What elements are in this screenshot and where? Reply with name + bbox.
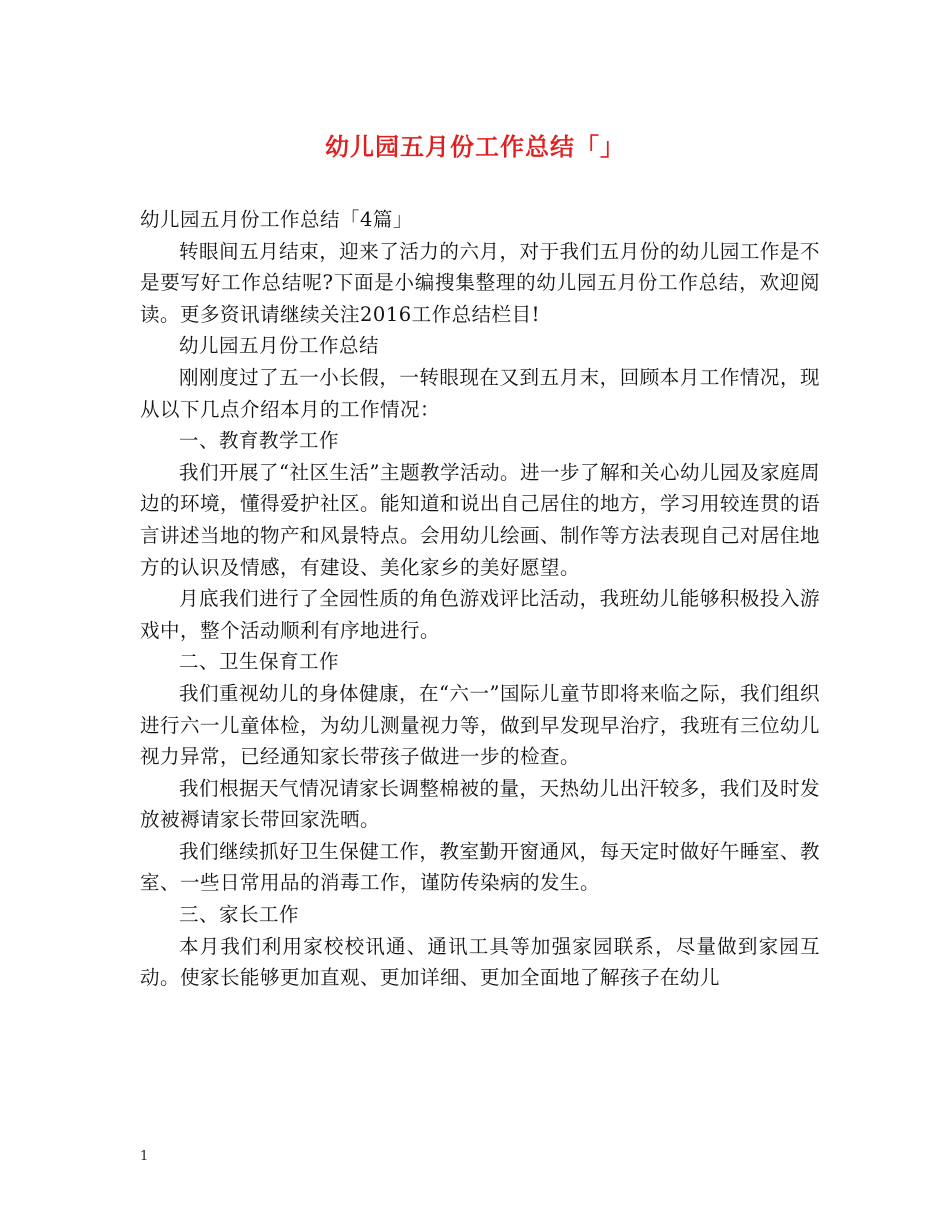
document-title: 幼儿园五月份工作总结「」 xyxy=(325,132,625,161)
section-heading: 一、教育教学工作 xyxy=(179,429,340,453)
paragraph: 我们根据天气情况请家长调整棉被的量，天热幼儿出汗较多，我们及时发放被褥请家长带回家洗晒。 xyxy=(140,776,820,832)
paragraph: 刚刚度过了五一小长假，一转眼现在又到五月末，回顾本月工作情况，现从以下几点介绍本月的工作情况： xyxy=(140,365,820,421)
paragraph: 幼儿园五月份工作总结「4篇」 xyxy=(140,208,413,231)
section-heading: 二、卫生保育工作 xyxy=(179,650,340,674)
paragraph: 我们开展了“社区生活”主题教学活动。进一步了解和关心幼儿园及家庭周边的环境，懂得爱护社区。能知道和说出自己居住的地方，学习用较连贯的语言讲述当地的物产和风景特点。会用幼儿绘画、制作等方法表现自己对居住地方的认识及情感，有建设、美化家乡的美好愿望。 xyxy=(140,460,821,579)
document-body xyxy=(140,204,820,994)
paragraph: 我们继续抓好卫生保健工作，教室勤开窗通风，每天定时做好午睡室、教室、一些日常用品的消毒工作，谨防传染病的发生。 xyxy=(140,839,820,895)
paragraph: 月底我们进行了全园性质的角色游戏评比活动，我班幼儿能够积极投入游戏中，整个活动顺利有序地进行。 xyxy=(140,587,820,642)
section-subtitle: 幼儿园五月份工作总结 xyxy=(179,334,380,358)
paragraph: 我们重视幼儿的身体健康，在“六一”国际儿童节即将来临之际，我们组织进行六一儿童体检，为幼儿测量视力等，做到早发现早治疗，我班有三位幼儿视力异常，已经通知家长带孩子做进一步的检查。 xyxy=(140,681,821,769)
paragraph: 转眼间五月结束，迎来了活力的六月，对于我们五月份的幼儿园工作是不是要写好工作总结呢?下面是小编搜集整理的幼儿园五月份工作总结，欢迎阅读。更多资讯请继续关注2016工作总结栏目! xyxy=(140,239,820,326)
section-heading: 三、家长工作 xyxy=(179,903,300,927)
paragraph: 本月我们利用家校校讯通、通讯工具等加强家园联系，尽量做到家园互动。使家长能够更加直观、更加详细、更加全面地了解孩子在幼儿 xyxy=(140,934,820,990)
page-number: 1 xyxy=(140,1149,149,1164)
